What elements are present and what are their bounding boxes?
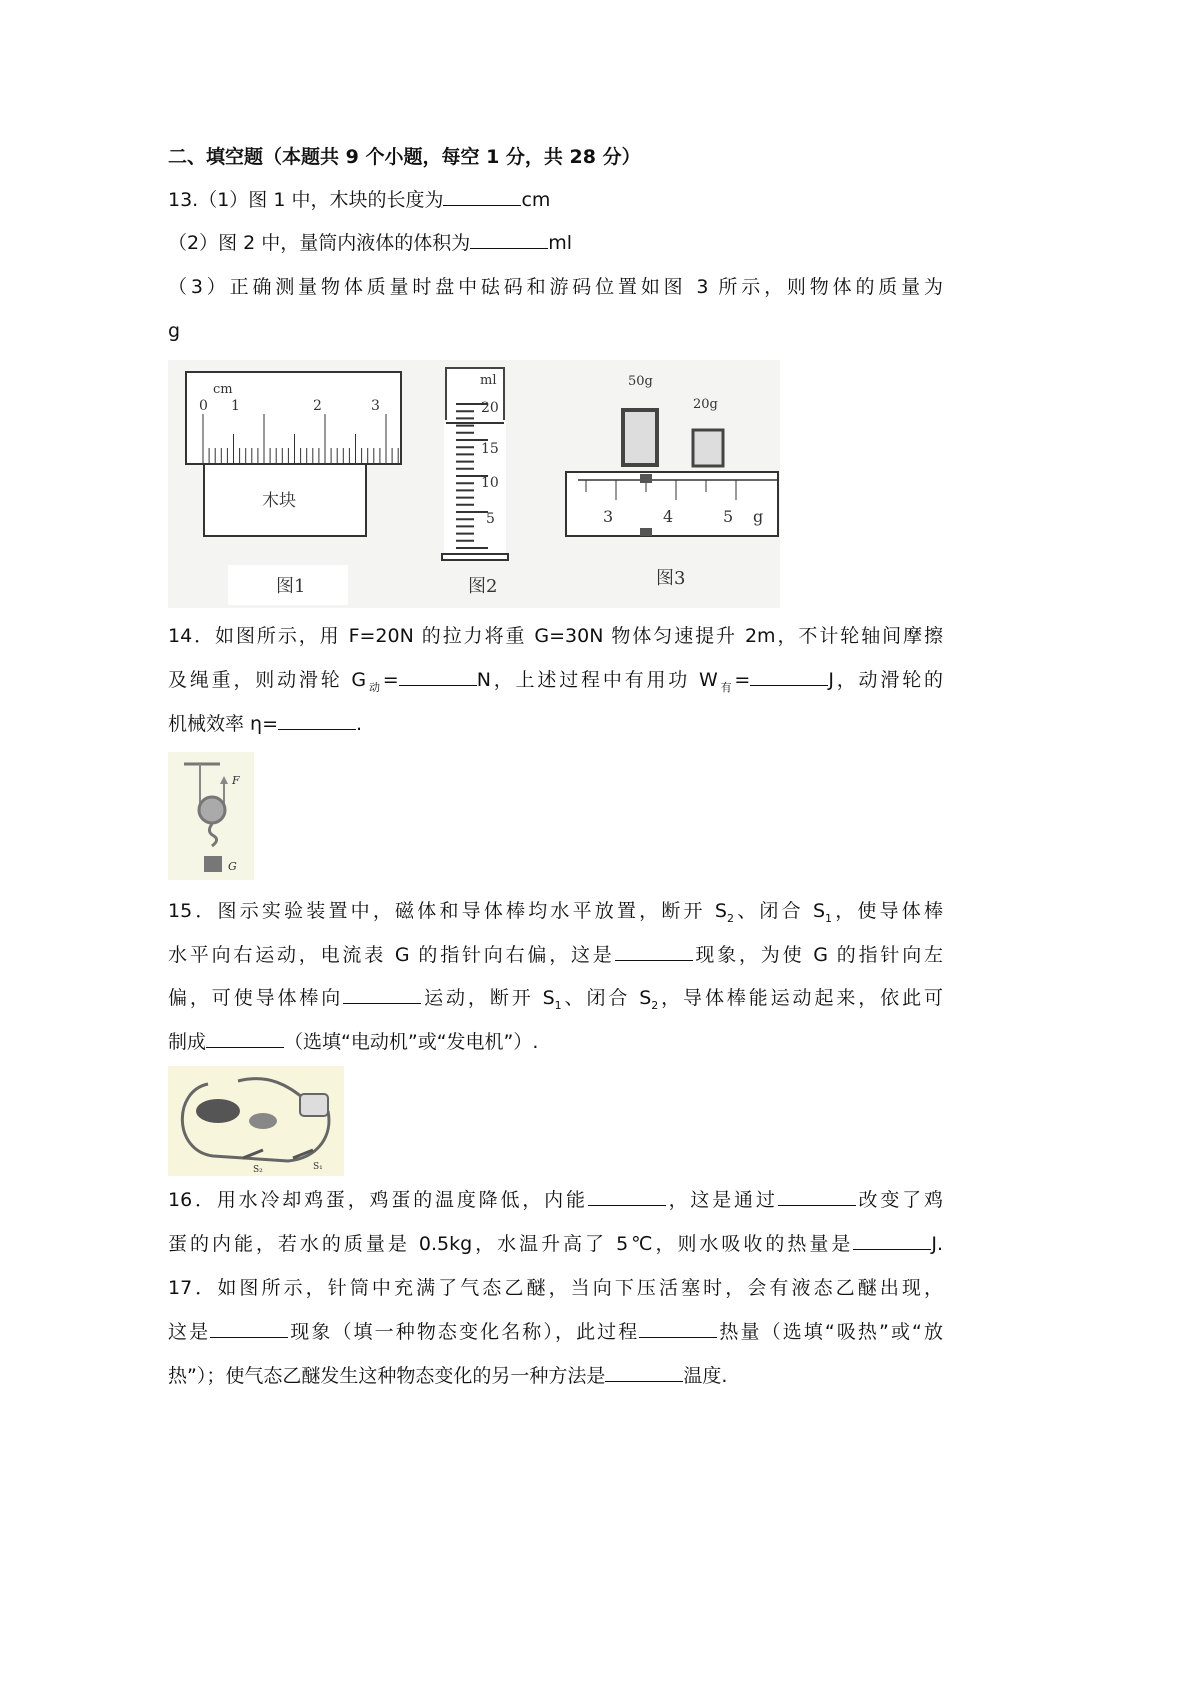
weight-label: G <box>228 860 237 873</box>
answer-blank[interactable] <box>399 667 477 686</box>
weight-label: 50g <box>628 374 653 389</box>
text: = <box>382 669 399 691</box>
answer-blank[interactable] <box>210 1319 288 1338</box>
text: ，使导体棒 <box>832 900 943 922</box>
text: N，上述过程中有用功 W <box>476 669 718 691</box>
q13-line1 <box>168 187 943 213</box>
text: J. <box>931 1233 943 1255</box>
subscript: 动 <box>366 680 383 694</box>
tick-label: 1 <box>231 398 240 414</box>
weight-label: 20g <box>693 397 718 412</box>
q14-line1: 14．如图所示，用 F=20N 的拉力将重 G=30N 物体匀速提升 2m，不计轮轴间摩擦 <box>168 625 943 647</box>
q15-line3 <box>168 985 943 1019</box>
q13-line2 <box>168 230 943 256</box>
text: 现象，为使 G 的指针向左 <box>692 944 943 966</box>
text: 及绳重，则动滑轮 G <box>168 669 367 691</box>
weight-50g <box>623 410 657 465</box>
text: 16．用水冷却鸡蛋，鸡蛋的温度降低，内能 <box>168 1189 588 1211</box>
text: （选填“电动机”或“发电机”）. <box>284 1031 539 1053</box>
q13-line4: g <box>168 320 181 342</box>
text: 水平向右运动，电流表 G 的指针向右偏，这是 <box>168 944 615 966</box>
galvanometer <box>300 1094 328 1116</box>
answer-blank[interactable] <box>853 1231 931 1250</box>
answer-blank[interactable] <box>778 1187 856 1206</box>
text: cm <box>521 189 551 211</box>
figure-caption: 图2 <box>468 576 498 597</box>
subscript: 2 <box>651 998 659 1012</box>
pulley-wheel <box>199 797 225 823</box>
answer-blank[interactable] <box>278 711 356 730</box>
q17-line2 <box>168 1319 943 1345</box>
answer-blank[interactable] <box>750 667 828 686</box>
subscript: 1 <box>554 998 562 1012</box>
tick-label: 10 <box>481 475 499 491</box>
q13-line3: （3）正确测量物体质量时盘中砝码和游码位置如图 3 所示，则物体的质量为 <box>168 276 943 298</box>
text: 现象（填一种物态变化名称），此过程 <box>288 1321 640 1343</box>
q17-line1: 17．如图所示，针筒中充满了气态乙醚，当向下压活塞时，会有液态乙醚出现， <box>168 1277 943 1299</box>
text: 机械效率 η= <box>168 713 279 735</box>
ruler-unit: cm <box>213 382 233 397</box>
answer-blank[interactable] <box>443 187 521 206</box>
text: ml <box>548 232 573 254</box>
text: 温度. <box>683 1365 728 1387</box>
subscript: 1 <box>825 911 833 925</box>
answer-blank[interactable] <box>615 942 693 961</box>
text: 改变了鸡 <box>855 1189 943 1211</box>
text: 13.（1）图 1 中，木块的长度为 <box>168 189 444 211</box>
switch-label: S₁ <box>313 1162 323 1172</box>
q16-line1 <box>168 1187 943 1213</box>
q16-line2 <box>168 1231 943 1257</box>
switch-label: S₂ <box>253 1165 263 1175</box>
text: 运动，断开 S <box>421 987 555 1009</box>
electromagnetic-apparatus-figure <box>168 1066 344 1176</box>
text: 、闭合 S <box>734 900 826 922</box>
figure-caption: 图3 <box>656 568 686 589</box>
q15-line2 <box>168 942 943 968</box>
text: 制成 <box>168 1031 207 1053</box>
q15-line4 <box>168 1029 943 1055</box>
q17-line3 <box>168 1363 943 1389</box>
text: = <box>734 669 751 691</box>
tick-label: 3 <box>371 398 380 414</box>
tick-label: 20 <box>481 400 499 416</box>
tick-label: 0 <box>199 398 208 414</box>
weight-20g <box>693 430 723 466</box>
text: . <box>356 713 363 735</box>
tick-label: 5 <box>723 507 734 526</box>
text: ，这是通过 <box>665 1189 778 1211</box>
text: （2）图 2 中，量筒内液体的体积为 <box>168 232 471 254</box>
tick-label: 3 <box>603 507 614 526</box>
answer-blank[interactable] <box>639 1319 717 1338</box>
section-title: 二、填空题（本题共 9 个小题，每空 1 分，共 28 分） <box>168 146 641 168</box>
text: 、闭合 S <box>561 987 652 1009</box>
text: 热量（选填“吸热”或“放 <box>717 1321 943 1343</box>
text: ，导体棒能运动起来，依此可 <box>658 987 943 1009</box>
text: 15．图示实验装置中，磁体和导体棒均水平放置，断开 S <box>168 900 727 922</box>
figures-1-3 <box>168 360 780 608</box>
answer-blank[interactable] <box>605 1363 683 1382</box>
pulley-figure <box>168 752 254 880</box>
text: 这是 <box>168 1321 211 1343</box>
text: 偏，可使导体棒向 <box>168 987 344 1009</box>
q14-line3 <box>168 711 943 737</box>
cylinder-unit: ml <box>480 373 497 388</box>
q15-line1 <box>168 898 943 932</box>
answer-blank[interactable] <box>470 230 548 249</box>
rider[interactable] <box>640 474 652 483</box>
q14-line2 <box>168 667 943 701</box>
text: 蛋的内能，若水的质量是 0.5kg，水温升高了 5℃，则水吸收的热量是 <box>168 1233 854 1255</box>
force-label: F <box>232 774 240 787</box>
subscript: 有 <box>717 680 735 694</box>
subscript: 2 <box>727 911 734 925</box>
tick-label: 15 <box>481 441 499 457</box>
tick-label: 5 <box>486 511 495 527</box>
figure-caption: 图1 <box>276 576 306 597</box>
tick-label: 4 <box>663 507 674 526</box>
tick-label: 2 <box>313 398 322 414</box>
unit-label: g <box>753 507 764 526</box>
answer-blank[interactable] <box>343 985 421 1004</box>
answer-blank[interactable] <box>588 1187 666 1206</box>
text: J，动滑轮的 <box>828 669 944 691</box>
block-label: 木块 <box>262 491 296 511</box>
text: 热”）；使气态乙醚发生这种物态变化的另一种方法是 <box>168 1365 606 1387</box>
answer-blank[interactable] <box>206 1029 284 1048</box>
